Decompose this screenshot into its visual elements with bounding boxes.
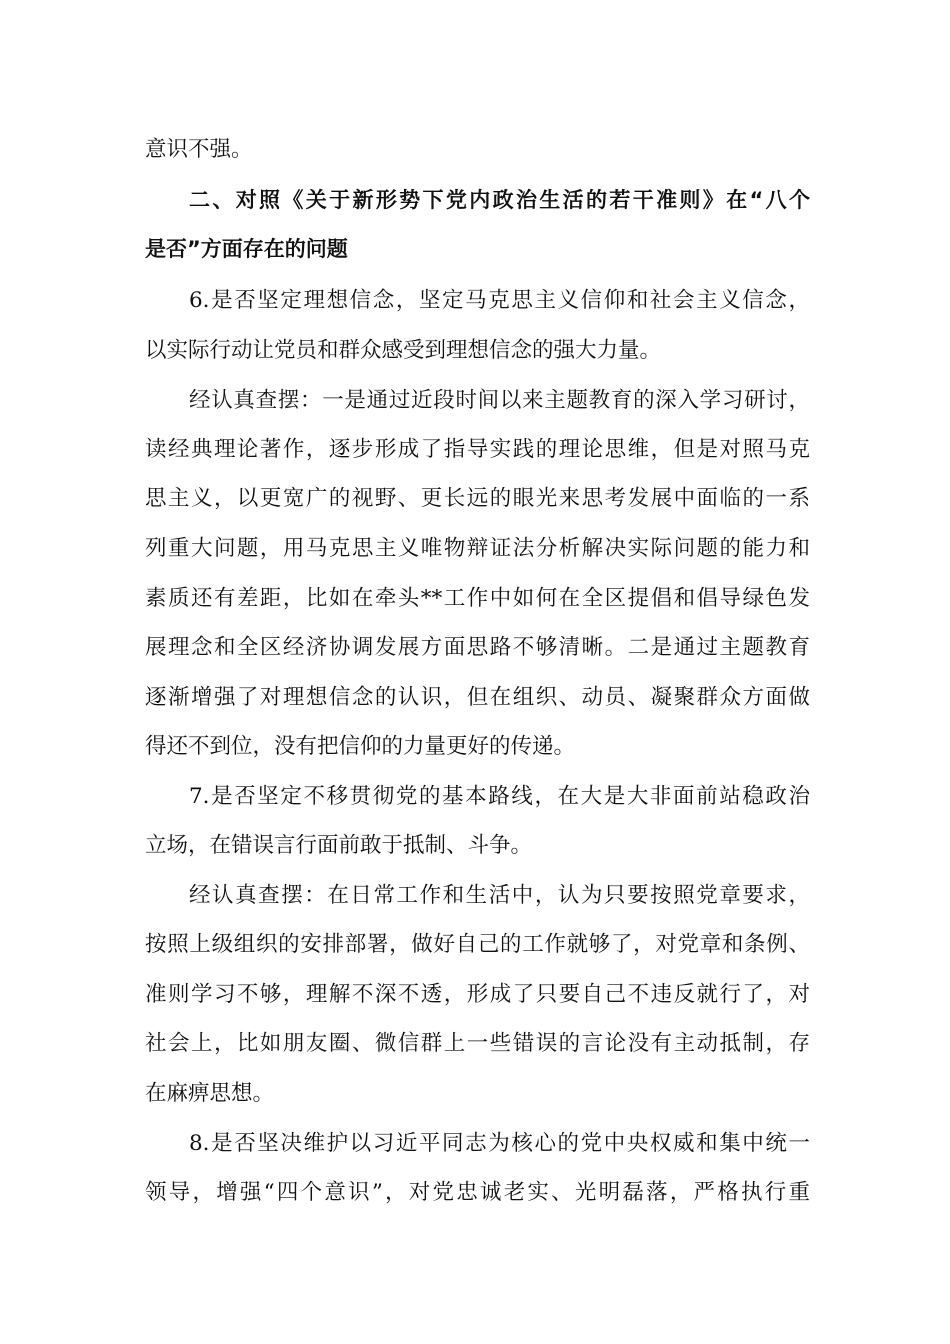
section-heading-line: 是否”方面存在的问题 [145, 237, 348, 261]
text-line: 意识不强。 [145, 137, 253, 162]
text-line: 在麻痹思想。 [145, 1081, 275, 1106]
text-line: 准则学习不够，理解不深不透，形成了只要自己不违反就行了，对 [145, 982, 810, 1007]
item-heading-line: 7.是否坚定不移贯彻党的基本路线，在大是大非面前站稳政治 [189, 784, 810, 809]
text-line: 领导，增强“四个意识”，对党忠诚老实、光明磊落，严格执行重 [145, 1180, 810, 1205]
text-line: 经认真查摆：一是通过近段时间以来主题教育的深入学习研讨， [189, 388, 810, 413]
text-line: 素质还有差距，比如在牵头**工作中如何在全区提倡和倡导绿色发 [145, 586, 810, 611]
text-line: 读经典理论著作，逐步形成了指导实践的理论思维，但是对照马克 [145, 437, 810, 462]
text-line: 列重大问题，用马克思主义唯物辩证法分析解决实际问题的能力和 [145, 536, 810, 561]
text-line: 展理念和全区经济协调发展方面思路不够清晰。二是通过主题教育 [145, 635, 810, 660]
text-line: 得还不到位，没有把信仰的力量更好的传递。 [145, 734, 576, 759]
text-line: 按照上级组织的安排部署，做好自己的工作就够了，对党章和条例、 [145, 932, 810, 957]
item-heading-line: 6.是否坚定理想信念，坚定马克思主义信仰和社会主义信念， [189, 288, 810, 313]
text-line: 逐渐增强了对理想信念的认识，但在组织、动员、凝聚群众方面做 [145, 685, 810, 710]
item-heading-line: 8.是否坚决维护以习近平同志为核心的党中央权威和集中统一 [189, 1131, 810, 1156]
text-line: 以实际行动让党员和群众感受到理想信念的强大力量。 [145, 338, 662, 363]
section-heading-line: 二、对照《关于新形势下党内政治生活的若干准则》在“八个 [189, 188, 810, 212]
text-line: 立场，在错误言行面前敢于抵制、斗争。 [145, 833, 533, 858]
text-line: 社会上，比如朋友圈、微信群上一些错误的言论没有主动抵制，存 [145, 1031, 810, 1056]
text-line: 思主义，以更宽广的视野、更长远的眼光来思考发展中面临的一系 [145, 486, 810, 511]
text-line: 经认真查摆：在日常工作和生活中，认为只要按照党章要求， [189, 883, 810, 908]
